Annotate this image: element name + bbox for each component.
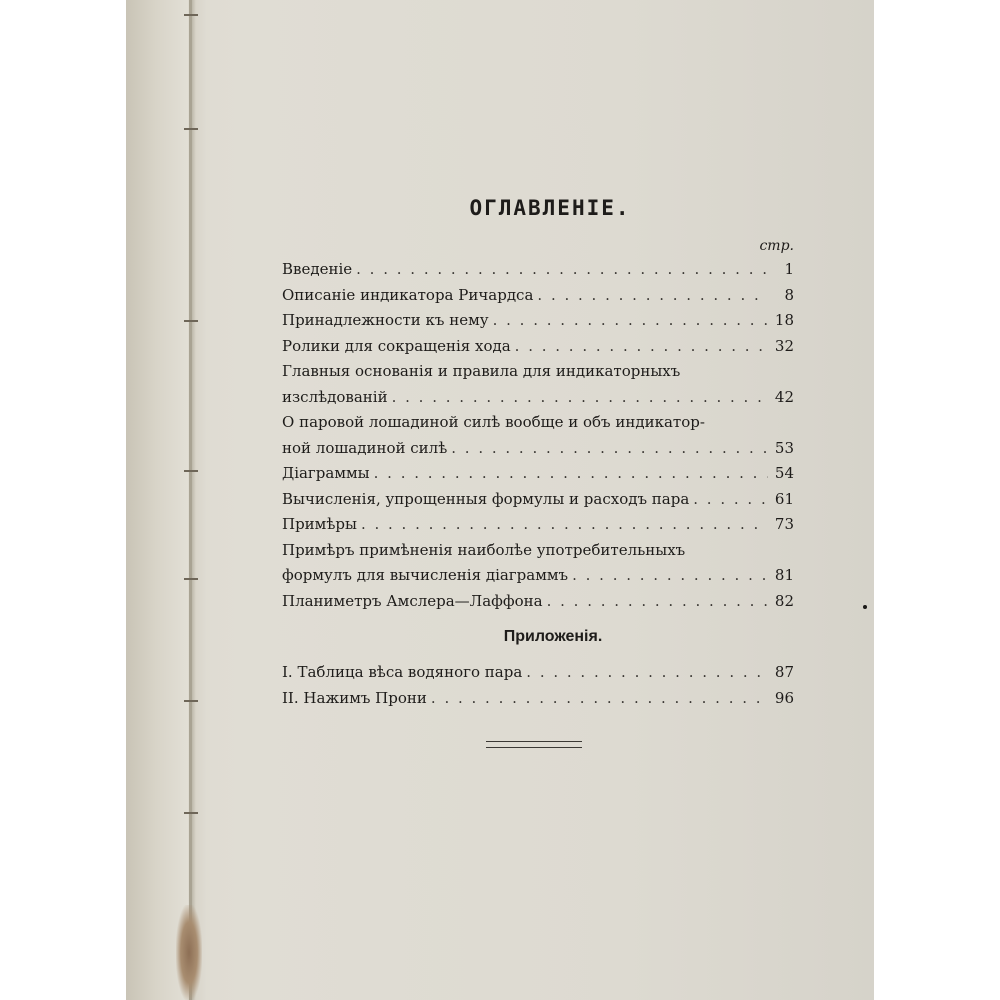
toc-entry-title: ной лошадиной силѣ [282, 438, 448, 457]
toc-entry-page: 42 [774, 387, 794, 406]
toc-entry-title: Вычисленія, упрощенныя формулы и расходъ пара [282, 489, 690, 508]
toc-entry [282, 257, 794, 283]
toc-entry [282, 589, 794, 615]
toc-entry-page: 8 [784, 285, 794, 304]
toc-entry [282, 334, 794, 360]
toc-entry [282, 686, 794, 712]
toc-entry-page: 82 [774, 591, 794, 610]
toc-entry-page: 61 [774, 489, 794, 508]
page-column-label: стр. [759, 238, 794, 254]
toc-entry-title: изслѣдованій [282, 387, 388, 406]
toc-entry-page: 53 [774, 438, 794, 457]
dot-leader [522, 660, 768, 686]
toc-entry-page: 87 [774, 663, 794, 681]
dot-leader [357, 512, 768, 538]
toc-entry [282, 308, 794, 334]
binding-stitch [184, 812, 198, 814]
binding-stitch [184, 470, 198, 472]
binding-stitch [184, 578, 198, 580]
binding-stitch [184, 128, 198, 130]
toc-entry [282, 410, 794, 461]
toc-entry-title: Ролики для сокращенія хода [282, 336, 511, 355]
toc-entry [282, 538, 794, 589]
toc-entry-title: Примѣры [282, 515, 357, 533]
toc-entry-title: II. Нажимъ Прони [282, 688, 427, 707]
toc-entry-page: 18 [774, 311, 794, 329]
appendix-entries [282, 660, 794, 711]
book-gutter [126, 0, 206, 1000]
toc-entry-page: 1 [784, 260, 794, 278]
toc-entry-title: Примѣръ примѣненія наиболѣе употребительныхъ [282, 540, 686, 559]
toc-entry-title: Введеніе [282, 260, 353, 278]
toc-entry-title: Планиметръ Амслера—Лаффона [282, 591, 543, 610]
dot-leader [511, 334, 768, 360]
toc-entry [282, 359, 794, 410]
paper-damage [176, 905, 202, 1000]
toc-entry-title: Описаніе индикатора Ричардса [282, 285, 534, 304]
table-of-contents [282, 196, 794, 711]
toc-entries [282, 257, 794, 614]
book-page [126, 0, 874, 1000]
dot-leader [689, 487, 768, 513]
toc-entry [282, 660, 794, 686]
toc-entry-title: О паровой лошадиной силѣ вообще и объ индикатор- [282, 413, 705, 431]
binding-stitch [184, 14, 198, 16]
toc-entry-page: 81 [774, 566, 794, 584]
dot-leader [427, 686, 768, 712]
toc-entry-title: Діаграммы [282, 464, 370, 482]
binding-fold [189, 0, 192, 1000]
toc-entry [282, 487, 794, 513]
closing-double-rule [486, 741, 582, 748]
toc-entry-title: I. Таблица вѣса водяного пара [282, 663, 523, 681]
toc-entry [282, 283, 794, 309]
binding-stitch [184, 700, 198, 702]
dot-leader [568, 563, 768, 589]
toc-entry-page: 96 [774, 688, 794, 707]
toc-entry [282, 512, 794, 538]
dot-leader [543, 589, 768, 615]
dot-leader [489, 308, 768, 334]
toc-title: ОГЛАВЛЕНІЕ. [469, 196, 631, 220]
dot-leader [370, 461, 768, 487]
dot-leader [352, 257, 768, 283]
dot-leader [533, 283, 768, 309]
toc-entry-title: формулъ для вычисленія діаграммъ [282, 566, 569, 584]
binding-stitch [184, 320, 198, 322]
dot-leader [447, 436, 768, 462]
ink-speck [863, 605, 867, 609]
appendix-title: Приложенія. [503, 628, 603, 645]
toc-entry-title: Принадлежности къ нему [282, 311, 489, 329]
toc-entry [282, 461, 794, 487]
toc-entry-page: 32 [774, 336, 794, 355]
toc-entry-page: 54 [774, 464, 794, 482]
dot-leader [388, 385, 768, 411]
toc-entry-title: Главныя основанія и правила для индикаторныхъ [282, 362, 681, 380]
toc-entry-page: 73 [774, 515, 794, 533]
